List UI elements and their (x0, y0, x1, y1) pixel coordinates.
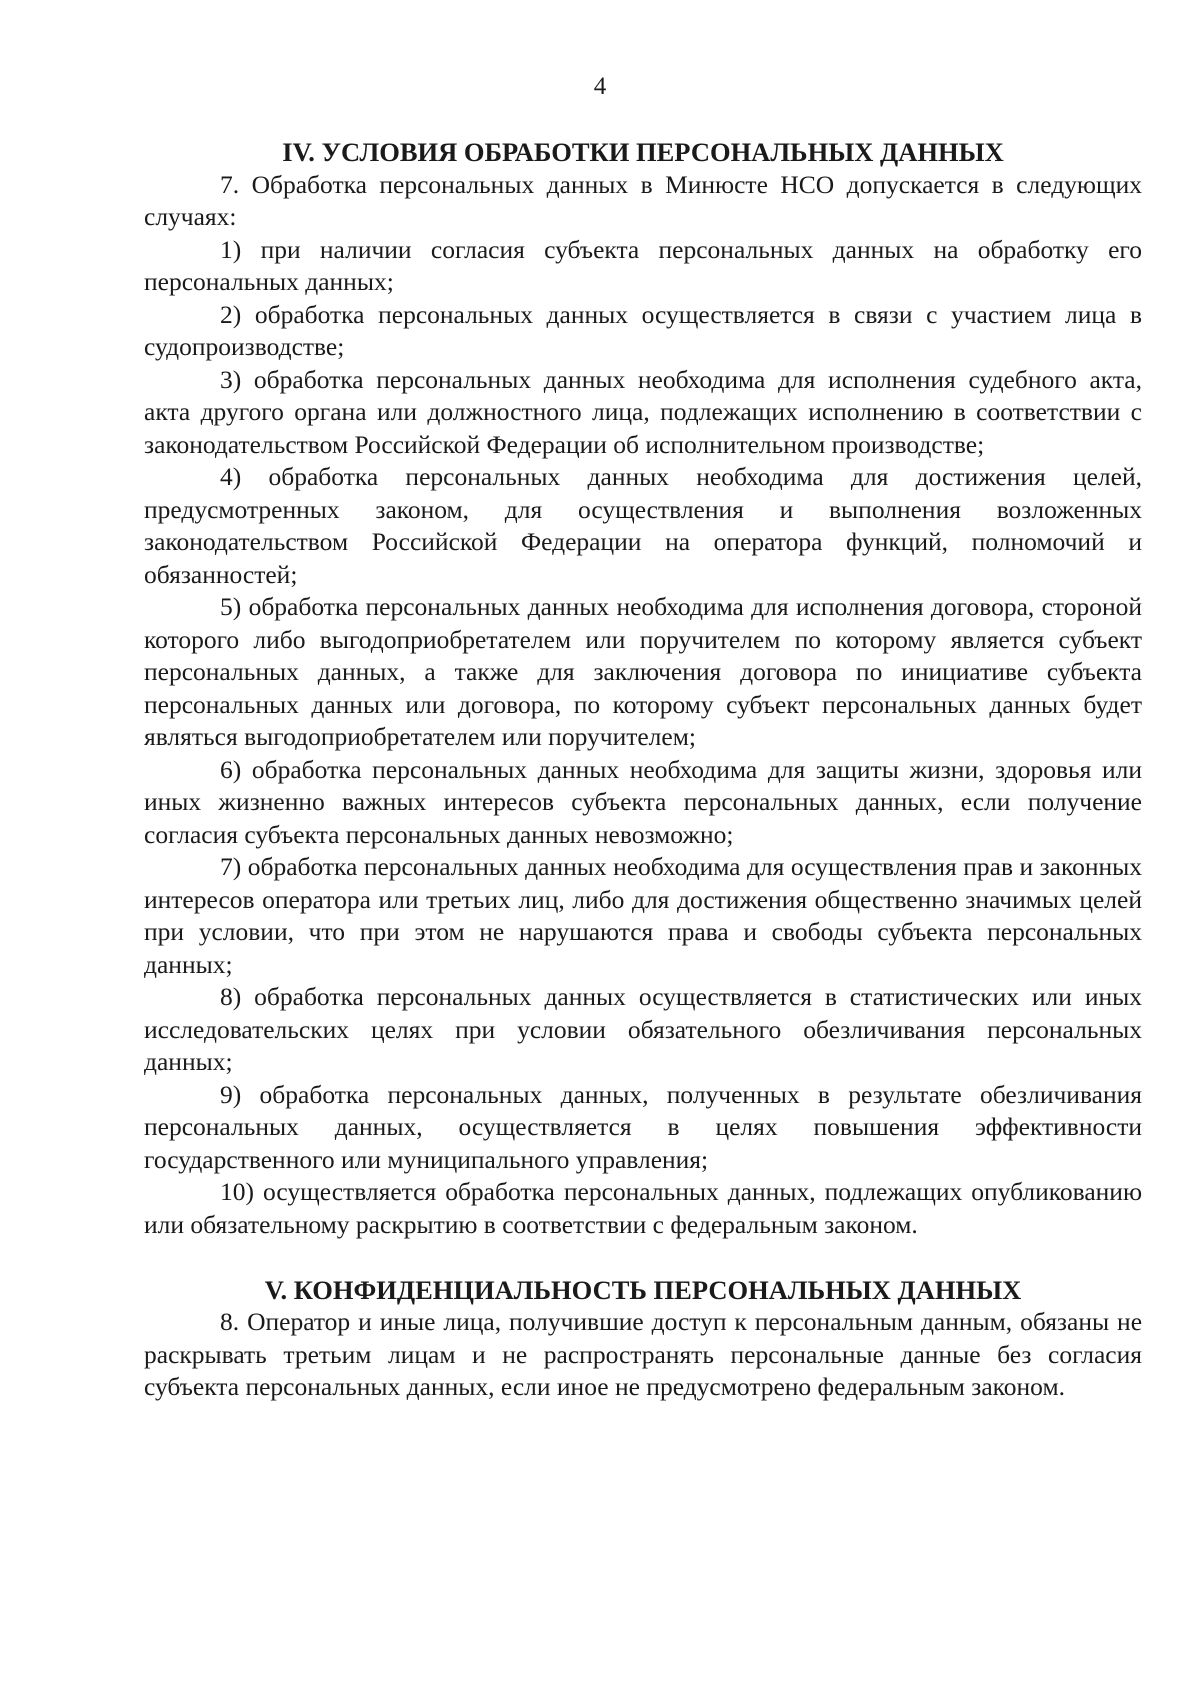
list-item-4 (144, 461, 1142, 591)
list-item-5 (144, 591, 1142, 754)
list-item-number: 5) (220, 592, 242, 621)
page-number: 4 (593, 73, 607, 100)
list-item-number: 2) (220, 299, 242, 329)
list-item-10 (144, 1176, 1142, 1241)
list-item-number: 9) (220, 1079, 242, 1109)
list-item-number: 8) (220, 982, 242, 1011)
section-heading-iv: IV. УСЛОВИЯ ОБРАБОТКИ ПЕРСОНАЛЬНЫХ ДАННЫХ (282, 137, 1004, 167)
list-item-text: обработка персональных данных осуществляется в связи с участием лица в судопроизводстве; (144, 299, 1143, 361)
list-item-text: обработка персональных данных, полученных в результате обезличивания персональных данных, осуществляется в целях повышения эффективности государственного или муниципального управления; (144, 1079, 1142, 1174)
list-item-3 (144, 364, 1142, 462)
list-item-number: 4) (220, 462, 242, 491)
list-item-text: при наличии согласия субъекта персональных данных на обработку его персональных данных; (144, 234, 1143, 296)
clause-8 (144, 1306, 1142, 1404)
list-item-text: обработка персональных данных необходима для защиты жизни, здоровья или иных жизненно важных интересов субъекта персональных данных, если получение согласия субъекта персональных данных невозможно; (144, 754, 1142, 849)
list-item-6 (144, 754, 1142, 852)
list-item-8 (144, 981, 1142, 1079)
list-item-number: 1) (220, 234, 242, 264)
section-heading-v: V. КОНФИДЕНЦИАЛЬНОСТЬ ПЕРСОНАЛЬНЫХ ДАННЫХ (264, 1274, 1022, 1305)
list-item-text: обработка персональных данных необходима для осуществления прав и законных интересов оператора или третьих лиц, либо для достижения общественно значимых целей при условии, что при этом не нарушаются права и свободы субъекта персональных данных; (144, 852, 1142, 979)
clause-number: 8. (220, 1307, 240, 1336)
list-item-number: 7) (220, 852, 242, 881)
list-item-text: обработка персональных данных необходима для исполнения договора, стороной которого либо выгодоприобретателем или поручителем по которому является субъект персональных данных, а также для заключения договора по инициативе субъекта персональных данных или договора, по которому субъект персональных данных будет являться выгодоприобретателем или поручителем; (144, 592, 1143, 751)
list-item-number: 6) (220, 754, 242, 784)
list-item-7 (144, 851, 1142, 981)
clause-7 (144, 169, 1142, 234)
clause-text: Оператор и иные лица, получившие доступ к персональным данным, обязаны не раскрывать третьим лицам и не распространять персональные данные без согласия субъекта персональных данных, если иное не предусмотрено федеральным законом. (144, 1307, 1143, 1401)
list-item-9 (144, 1079, 1142, 1177)
section-spacer (144, 1241, 1142, 1274)
list-item-1 (144, 234, 1142, 299)
document-body (144, 136, 1142, 1404)
list-item-number: 3) (220, 364, 242, 394)
list-item-text: осуществляется обработка персональных данных, подлежащих опубликованию или обязательному раскрытию в соответствии с федеральным законом. (144, 1177, 1143, 1239)
clause-number: 7. (220, 169, 240, 199)
clause-text: Обработка персональных данных в Минюсте НСО допускается в следующих случаях: (144, 169, 1143, 231)
list-item-number: 10) (220, 1177, 254, 1206)
list-item-2 (144, 299, 1142, 364)
list-item-text: обработка персональных данных необходима для достижения целей, предусмотренных законом, для осуществления и выполнения возложенных законодательством Российской Федерации на оператора функций, полномочий и обязанностей; (144, 462, 1142, 589)
list-item-text: обработка персональных данных необходима для исполнения судебного акта, акта другого органа или должностного лица, подлежащих исполнению в соответствии с законодательством Российской Федерации об исполнительном производстве; (144, 364, 1142, 459)
list-item-text: обработка персональных данных осуществляется в статистических или иных исследовательских целях при условии обязательного обезличивания персональных данных; (144, 982, 1143, 1076)
